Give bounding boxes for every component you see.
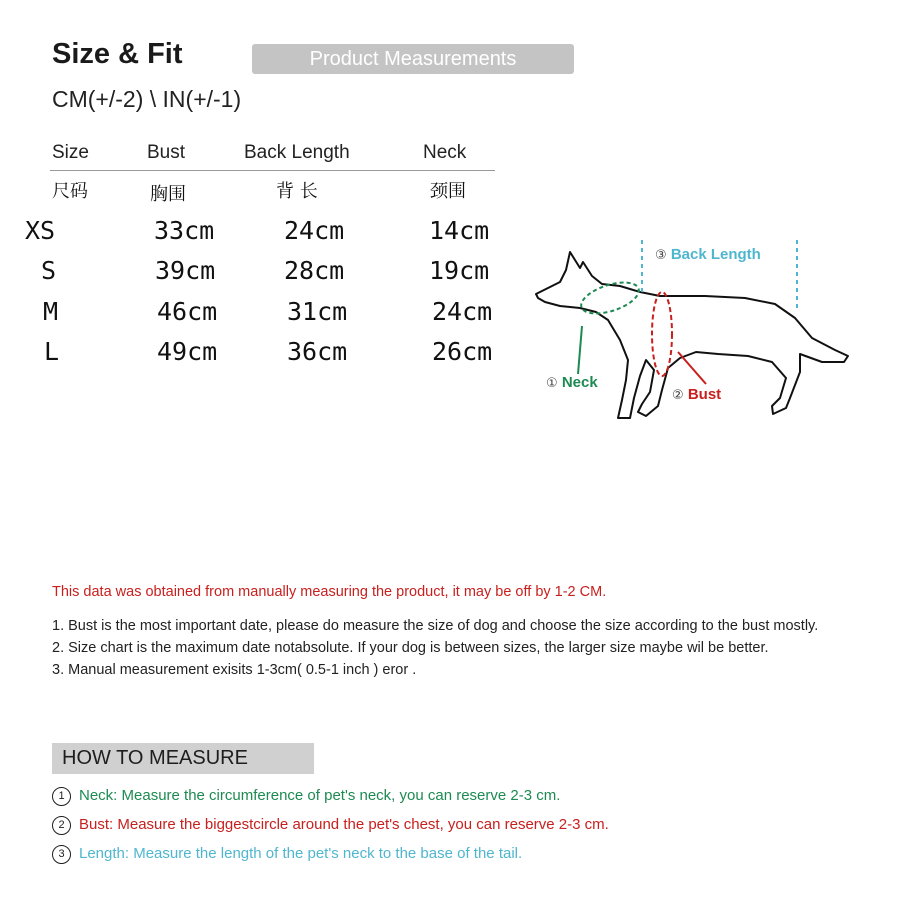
- col-header-back-length-zh: 背 长: [276, 181, 318, 202]
- table-cell-bust: 39cm: [155, 256, 216, 285]
- table-cell-neck: 19cm: [429, 256, 490, 285]
- table-cell-bust: 49cm: [157, 337, 218, 366]
- table-cell-size: M: [43, 297, 59, 326]
- table-cell-back-length: 24cm: [284, 216, 345, 245]
- howto-step-length: 3 Length: Measure the length of the pet's neck to the base of the tail.: [52, 845, 522, 864]
- product-measurements-badge: Product Measurements: [252, 44, 574, 74]
- bust-pointer-line: [678, 352, 706, 384]
- bust-measure-ellipse: [652, 292, 672, 376]
- note-item: 2. Size chart is the maximum date notabsolute. If your dog is between sizes, the larger size maybe wil be better.: [52, 640, 769, 656]
- bust-label: ② Bust: [672, 386, 722, 403]
- table-cell-back-length: 31cm: [287, 297, 348, 326]
- step-3-icon: 3: [52, 845, 71, 864]
- num-3-icon: ③: [655, 247, 667, 262]
- neck-label: ① Neck: [546, 374, 598, 391]
- neck-pointer-line: [578, 326, 582, 374]
- col-header-back-length: Back Length: [244, 142, 350, 163]
- table-cell-neck: 26cm: [432, 337, 493, 366]
- table-cell-back-length: 28cm: [284, 256, 345, 285]
- table-cell-neck: 14cm: [429, 216, 490, 245]
- table-header-divider: [50, 170, 495, 171]
- col-header-bust-zh: 胸围: [150, 184, 186, 205]
- step-1-icon: 1: [52, 787, 71, 806]
- num-2-icon: ②: [672, 387, 684, 402]
- col-header-size-zh: 尺码: [52, 181, 88, 202]
- table-cell-bust: 46cm: [157, 297, 218, 326]
- table-cell-size: L: [44, 337, 60, 366]
- note-item: 1. Bust is the most important date, please do measure the size of dog and choose the size according to the bust mostly.: [52, 618, 819, 634]
- units-note: CM(+/-2) \ IN(+/-1): [52, 86, 242, 112]
- col-header-bust: Bust: [147, 142, 186, 163]
- table-cell-back-length: 36cm: [287, 337, 348, 366]
- accuracy-warning: This data was obtained from manually measuring the product, it may be off by 1-2 CM.: [52, 584, 607, 600]
- howto-step-neck: 1 Neck: Measure the circumference of pet's neck, you can reserve 2-3 cm.: [52, 787, 560, 806]
- table-cell-neck: 24cm: [432, 297, 493, 326]
- back-length-label: ③ Back Length: [655, 246, 761, 263]
- step-2-icon: 2: [52, 816, 71, 835]
- notes-list: [52, 615, 822, 681]
- col-header-neck-zh: 颈围: [430, 181, 466, 202]
- table-cell-size: XS: [25, 216, 56, 245]
- table-cell-size: S: [41, 256, 57, 285]
- col-header-neck: Neck: [423, 142, 467, 163]
- howto-step-bust: 2 Bust: Measure the biggestcircle around the pet's chest, you can reserve 2-3 cm.: [52, 816, 609, 835]
- col-header-size: Size: [52, 142, 89, 163]
- note-item: 3. Manual measurement exisits 1-3cm( 0.5-1 inch ) eror .: [52, 662, 417, 678]
- table-cell-bust: 33cm: [154, 216, 215, 245]
- neck-measure-ellipse: [577, 276, 642, 319]
- num-1-icon: ①: [546, 375, 558, 390]
- how-to-measure-heading: HOW TO MEASURE: [52, 743, 314, 774]
- page-title: Size & Fit: [52, 38, 183, 70]
